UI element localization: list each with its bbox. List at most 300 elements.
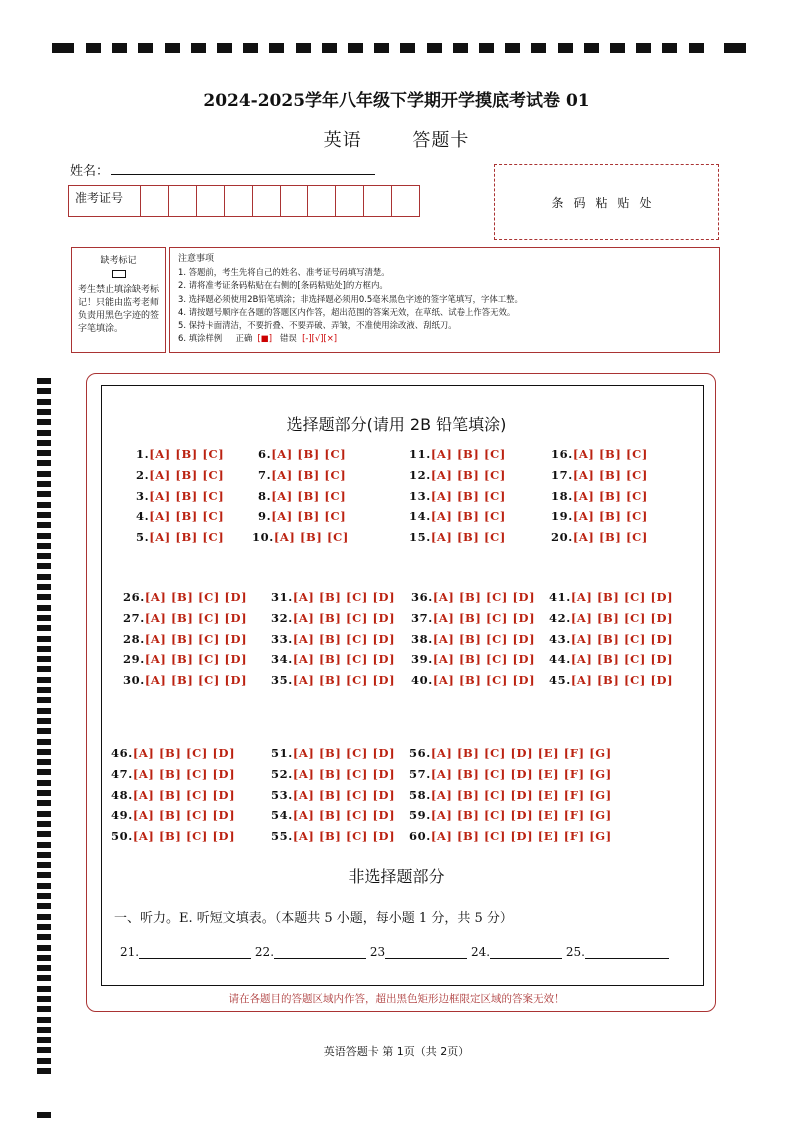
answer-bubbles[interactable]: [A] [B] [C] bbox=[430, 509, 506, 523]
answer-bubbles[interactable]: [A] [B] [C] bbox=[271, 447, 347, 461]
question-3 bbox=[136, 489, 224, 503]
question-51 bbox=[271, 746, 395, 760]
question-40 bbox=[411, 673, 535, 687]
timing-mark bbox=[37, 708, 51, 714]
question-34 bbox=[271, 652, 395, 666]
exam-id-cell[interactable] bbox=[253, 186, 281, 216]
question-13 bbox=[409, 489, 506, 503]
answer-bubbles[interactable]: [A] [B] [C] [D] bbox=[292, 673, 396, 687]
question-number: 2. bbox=[136, 468, 150, 482]
listening-heading: 一、听力。E. 听短文填表。（本题共 5 小题，每小题 1 分，共 5 分） bbox=[114, 911, 513, 926]
timing-mark bbox=[37, 769, 51, 775]
answer-bubbles[interactable]: [A] [B] [C] bbox=[430, 447, 506, 461]
blank-label: 23 bbox=[369, 945, 386, 959]
answer-bubbles[interactable]: [A] [B] [C] [D] bbox=[570, 590, 674, 604]
exam-id-cell[interactable] bbox=[141, 186, 169, 216]
listening-blanks bbox=[120, 945, 669, 959]
question-number: 6. bbox=[258, 447, 272, 461]
question-15 bbox=[409, 530, 506, 544]
question-number: 16. bbox=[551, 447, 573, 461]
question-number: 41. bbox=[549, 590, 571, 604]
alignment-mark bbox=[479, 43, 494, 53]
question-39 bbox=[411, 652, 535, 666]
answer-bubbles[interactable]: [A] [B] [C] [D] bbox=[144, 673, 248, 687]
question-33 bbox=[271, 632, 395, 646]
question-number: 26. bbox=[123, 590, 145, 604]
question-8 bbox=[258, 489, 346, 503]
exam-title: 2024-2025学年八年级下学期开学摸底考试卷 01 bbox=[203, 91, 590, 111]
alignment-mark bbox=[505, 43, 520, 53]
answer-bubbles[interactable]: [A] [B] [C] bbox=[149, 489, 225, 503]
exam-id-cell[interactable] bbox=[281, 186, 309, 216]
notes-line: 5. 保持卡面清洁，不要折叠、不要弄破、弄皱，不准使用涂改液、刮纸刀。 bbox=[178, 320, 457, 331]
alignment-mark bbox=[112, 43, 127, 53]
answer-bubbles[interactable]: [A] [B] [C] [D] bbox=[292, 590, 396, 604]
question-number: 3. bbox=[136, 489, 150, 503]
answer-bubbles[interactable]: [A] [B] [C] [D] [E] [F] [G] bbox=[430, 829, 612, 843]
answer-bubbles[interactable]: [A] [B] [C] [D] bbox=[292, 652, 396, 666]
question-31 bbox=[271, 590, 395, 604]
question-number: 59. bbox=[409, 808, 431, 822]
timing-mark bbox=[37, 1017, 51, 1023]
timing-mark bbox=[37, 955, 51, 961]
alignment-mark bbox=[348, 43, 363, 53]
question-number: 58. bbox=[409, 788, 431, 802]
answer-bubbles[interactable]: [A] [B] [C] [D] bbox=[570, 632, 674, 646]
timing-mark bbox=[37, 399, 51, 405]
answer-bubbles[interactable]: [A] [B] [C] bbox=[149, 447, 225, 461]
answer-bubbles[interactable]: [A] [B] [C] bbox=[572, 530, 648, 544]
subtitle bbox=[0, 126, 793, 152]
question-28 bbox=[123, 632, 247, 646]
answer-bubbles[interactable]: [A] [B] [C] [D] bbox=[292, 632, 396, 646]
exam-id-cell[interactable] bbox=[392, 186, 419, 216]
blank-23[interactable] bbox=[385, 946, 467, 959]
timing-mark bbox=[37, 728, 51, 734]
question-number: 15. bbox=[409, 530, 431, 544]
timing-mark bbox=[37, 450, 51, 456]
question-number: 27. bbox=[123, 611, 145, 625]
answer-bubbles[interactable]: [A] [B] [C] [D] [E] [F] [G] bbox=[430, 767, 612, 781]
timing-mark bbox=[37, 512, 51, 518]
question-number: 19. bbox=[551, 509, 573, 523]
question-number: 11. bbox=[409, 447, 431, 461]
answer-bubbles[interactable]: [A] [B] [C] [D] bbox=[144, 652, 248, 666]
answer-bubbles[interactable]: [A] [B] [C] bbox=[430, 468, 506, 482]
nonchoice-section-title: 非选择题部分 bbox=[348, 867, 445, 886]
timing-mark bbox=[37, 460, 51, 466]
answer-bubbles[interactable]: [A] [B] [C] [D] bbox=[292, 829, 396, 843]
timing-mark bbox=[37, 636, 51, 642]
blank-25[interactable] bbox=[585, 946, 669, 959]
timing-mark bbox=[37, 800, 51, 806]
question-1 bbox=[136, 447, 224, 461]
timing-mark bbox=[37, 440, 51, 446]
question-number: 55. bbox=[271, 829, 293, 843]
notes-line: 2. 请将准考证条码粘贴在右侧的[条码粘贴处]的方框内。 bbox=[178, 280, 388, 291]
timing-mark bbox=[37, 388, 51, 394]
answer-bubbles[interactable]: [A] [B] [C] [D] bbox=[144, 632, 248, 646]
question-number: 52. bbox=[271, 767, 293, 781]
question-59 bbox=[409, 808, 612, 822]
question-number: 38. bbox=[411, 632, 433, 646]
timing-mark bbox=[37, 687, 51, 693]
question-37 bbox=[411, 611, 535, 625]
question-32 bbox=[271, 611, 395, 625]
exam-id-cell[interactable] bbox=[197, 186, 225, 216]
absent-mark-box bbox=[71, 247, 166, 353]
alignment-mark bbox=[558, 43, 573, 53]
question-9 bbox=[258, 509, 346, 523]
timing-mark bbox=[37, 677, 51, 683]
exam-id-label: 准考证号 bbox=[69, 186, 141, 216]
question-41 bbox=[549, 590, 673, 604]
correct-sample: [■] bbox=[257, 333, 272, 344]
answer-bubbles[interactable]: [A] [B] [C] [D] bbox=[432, 590, 536, 604]
answer-bubbles[interactable]: [A] [B] [C] [D] bbox=[132, 767, 236, 781]
answer-bubbles[interactable]: [A] [B] [C] bbox=[572, 447, 648, 461]
timing-mark bbox=[37, 584, 51, 590]
alignment-mark bbox=[400, 43, 415, 53]
question-number: 42. bbox=[549, 611, 571, 625]
timing-mark bbox=[37, 811, 51, 817]
correct-label: 正确 bbox=[235, 333, 253, 344]
answer-bubbles[interactable]: [A] [B] [C] bbox=[430, 530, 506, 544]
answer-bubbles[interactable]: [A] [B] [C] [D] bbox=[132, 808, 236, 822]
timing-mark bbox=[37, 378, 51, 384]
timing-mark bbox=[37, 594, 51, 600]
answer-bubbles[interactable]: [A] [B] [C] [D] [E] [F] [G] bbox=[430, 746, 612, 760]
absent-title: 缺考标记 bbox=[100, 256, 137, 266]
blank-22[interactable] bbox=[274, 946, 366, 959]
exam-id-cell[interactable] bbox=[336, 186, 364, 216]
timing-mark bbox=[37, 656, 51, 662]
notes-box bbox=[169, 247, 720, 353]
alignment-mark bbox=[296, 43, 311, 53]
blank-label: 22. bbox=[254, 945, 275, 959]
question-number: 40. bbox=[411, 673, 433, 687]
question-number: 20. bbox=[551, 530, 573, 544]
answer-bubbles[interactable]: [A] [B] [C] [D] [E] [F] [G] bbox=[430, 788, 612, 802]
question-number: 28. bbox=[123, 632, 145, 646]
question-46 bbox=[111, 746, 235, 760]
question-number: 43. bbox=[549, 632, 571, 646]
question-48 bbox=[111, 788, 235, 802]
question-55 bbox=[271, 829, 395, 843]
question-number: 36. bbox=[411, 590, 433, 604]
absent-text: 考生禁止填涂缺考标记！只能由监考老师负责用黑色字迹的签字笔填涂。 bbox=[78, 285, 160, 334]
question-42 bbox=[549, 611, 673, 625]
alignment-mark bbox=[374, 43, 389, 53]
answer-bubbles[interactable]: [A] [B] [C] [D] bbox=[292, 788, 396, 802]
timing-mark bbox=[37, 563, 51, 569]
answer-bubbles[interactable]: [A] [B] [C] [D] bbox=[570, 611, 674, 625]
timing-mark bbox=[37, 605, 51, 611]
answer-bubbles[interactable]: [A] [B] [C] [D] bbox=[432, 652, 536, 666]
barcode-label: 条码粘贴处 bbox=[551, 195, 662, 210]
answer-bubbles[interactable]: [A] [B] [C] [D] bbox=[132, 788, 236, 802]
question-number: 29. bbox=[123, 652, 145, 666]
blank-24[interactable] bbox=[490, 946, 562, 959]
question-54 bbox=[271, 808, 395, 822]
blank-label: 24. bbox=[470, 945, 491, 959]
question-number: 32. bbox=[271, 611, 293, 625]
question-43 bbox=[549, 632, 673, 646]
answer-bubbles[interactable]: [A] [B] [C] bbox=[572, 468, 648, 482]
answer-bubbles[interactable]: [A] [B] [C] bbox=[572, 509, 648, 523]
answer-bubbles[interactable]: [A] [B] [C] [D] bbox=[292, 746, 396, 760]
timing-mark bbox=[37, 831, 51, 837]
question-16 bbox=[551, 447, 648, 461]
question-number: 9. bbox=[258, 509, 272, 523]
question-number: 35. bbox=[271, 673, 293, 687]
alignment-mark bbox=[689, 43, 704, 53]
question-number: 47. bbox=[111, 767, 133, 781]
timing-mark bbox=[37, 759, 51, 765]
question-7 bbox=[258, 468, 346, 482]
question-number: 31. bbox=[271, 590, 293, 604]
question-number: 54. bbox=[271, 808, 293, 822]
exam-id-cell[interactable] bbox=[308, 186, 336, 216]
subject-label: 英语 bbox=[323, 130, 362, 151]
question-27 bbox=[123, 611, 247, 625]
question-number: 33. bbox=[271, 632, 293, 646]
timing-mark bbox=[37, 522, 51, 528]
sample-label: 6. 填涂样例 bbox=[178, 333, 223, 344]
question-number: 60. bbox=[409, 829, 431, 843]
answer-bubbles[interactable]: [A] [B] [C] [D] bbox=[292, 808, 396, 822]
exam-id-box bbox=[68, 185, 420, 217]
timing-mark bbox=[37, 903, 51, 909]
answer-bubbles[interactable]: [A] [B] [C] [D] bbox=[432, 611, 536, 625]
timing-mark bbox=[37, 615, 51, 621]
page-number: 英语答题卡 第 1页（共 2页） bbox=[323, 1045, 470, 1058]
question-18 bbox=[551, 489, 648, 503]
question-number: 10. bbox=[252, 530, 274, 544]
answer-bubbles[interactable]: [A] [B] [C] [D] bbox=[570, 673, 674, 687]
alignment-mark bbox=[243, 43, 258, 53]
question-2 bbox=[136, 468, 224, 482]
question-17 bbox=[551, 468, 648, 482]
timing-mark bbox=[37, 625, 51, 631]
notes-line: 3. 选择题必须使用2B铅笔填涂；非选择题必须用0.5毫米黑色字迹的签字笔填写，字体工整。 bbox=[178, 293, 523, 304]
question-35 bbox=[271, 673, 395, 687]
timing-mark bbox=[37, 1068, 51, 1074]
answer-bubbles[interactable]: [A] [B] [C] bbox=[271, 489, 347, 503]
absent-checkbox[interactable] bbox=[112, 270, 126, 278]
question-10 bbox=[252, 530, 349, 544]
question-number: 57. bbox=[409, 767, 431, 781]
answer-bubbles[interactable]: [A] [B] [C] bbox=[271, 509, 347, 523]
timing-mark bbox=[37, 491, 51, 497]
alignment-mark bbox=[322, 43, 337, 53]
question-14 bbox=[409, 509, 506, 523]
alignment-mark bbox=[165, 43, 180, 53]
question-5 bbox=[136, 530, 224, 544]
question-11 bbox=[409, 447, 506, 461]
alignment-mark bbox=[191, 43, 206, 53]
answer-bubbles[interactable]: [A] [B] [C] bbox=[572, 489, 648, 503]
alignment-mark bbox=[531, 43, 546, 53]
question-number: 44. bbox=[549, 652, 571, 666]
answer-bubbles[interactable]: [A] [B] [C] [D] bbox=[144, 611, 248, 625]
question-38 bbox=[411, 632, 535, 646]
answer-bubbles[interactable]: [A] [B] [C] [D] bbox=[144, 590, 248, 604]
answer-bubbles[interactable]: [A] [B] [C] bbox=[149, 530, 225, 544]
question-58 bbox=[409, 788, 612, 802]
timing-mark bbox=[37, 574, 51, 580]
question-number: 39. bbox=[411, 652, 433, 666]
answer-bubbles[interactable]: [A] [B] [C] [D] [E] [F] [G] bbox=[430, 808, 612, 822]
footer-warning: 请在各题目的答题区域内作答，超出黑色矩形边框限定区域的答案无效！ bbox=[228, 993, 565, 1005]
question-number: 37. bbox=[411, 611, 433, 625]
timing-mark bbox=[37, 739, 51, 745]
top-alignment-bar bbox=[52, 43, 746, 56]
question-number: 5. bbox=[136, 530, 150, 544]
question-29 bbox=[123, 652, 247, 666]
question-60 bbox=[409, 829, 612, 843]
timing-mark bbox=[37, 481, 51, 487]
question-number: 45. bbox=[549, 673, 571, 687]
question-number: 7. bbox=[258, 468, 272, 482]
question-number: 49. bbox=[111, 808, 133, 822]
alignment-mark bbox=[610, 43, 625, 53]
answer-bubbles[interactable]: [A] [B] [C] [D] bbox=[570, 652, 674, 666]
question-20 bbox=[551, 530, 648, 544]
wrong-sample: [-][√][×] bbox=[302, 333, 338, 344]
question-number: 53. bbox=[271, 788, 293, 802]
timing-mark bbox=[37, 934, 51, 940]
timing-mark bbox=[37, 502, 51, 508]
question-53 bbox=[271, 788, 395, 802]
timing-mark bbox=[37, 852, 51, 858]
barcode-area bbox=[494, 164, 719, 240]
question-number: 14. bbox=[409, 509, 431, 523]
question-number: 46. bbox=[111, 746, 133, 760]
blank-label: 25. bbox=[565, 945, 585, 959]
question-6 bbox=[258, 447, 346, 461]
timing-mark bbox=[37, 1027, 51, 1033]
question-52 bbox=[271, 767, 395, 781]
alignment-mark bbox=[584, 43, 599, 53]
alignment-mark bbox=[217, 43, 232, 53]
question-19 bbox=[551, 509, 648, 523]
timing-mark bbox=[37, 945, 51, 951]
timing-mark bbox=[37, 821, 51, 827]
notes-sample-line bbox=[178, 332, 711, 345]
question-number: 12. bbox=[409, 468, 431, 482]
answer-bubbles[interactable]: [A] [B] [C] [D] bbox=[432, 632, 536, 646]
exam-id-cell[interactable] bbox=[225, 186, 253, 216]
question-number: 50. bbox=[111, 829, 133, 843]
exam-id-cell[interactable] bbox=[169, 186, 197, 216]
timing-mark bbox=[37, 553, 51, 559]
choice-section-title: 选择题部分(请用 2B 铅笔填涂) bbox=[286, 415, 507, 434]
exam-id-cell[interactable] bbox=[364, 186, 392, 216]
timing-mark bbox=[37, 914, 51, 920]
card-label: 答题卡 bbox=[412, 130, 470, 151]
question-number: 1. bbox=[136, 447, 150, 461]
timing-mark bbox=[37, 543, 51, 549]
question-number: 34. bbox=[271, 652, 293, 666]
question-30 bbox=[123, 673, 247, 687]
question-number: 56. bbox=[409, 746, 431, 760]
timing-mark bbox=[37, 780, 51, 786]
answer-bubbles[interactable]: [A] [B] [C] bbox=[149, 468, 225, 482]
question-49 bbox=[111, 808, 235, 822]
notes-title: 注意事项 bbox=[178, 254, 215, 264]
question-number: 13. bbox=[409, 489, 431, 503]
question-number: 8. bbox=[258, 489, 272, 503]
timing-mark bbox=[37, 893, 51, 899]
timing-mark bbox=[37, 842, 51, 848]
question-26 bbox=[123, 590, 247, 604]
timing-mark bbox=[37, 790, 51, 796]
question-number: 48. bbox=[111, 788, 133, 802]
notes-line: 1. 答题前，考生先将自己的姓名、准考证号码填写清楚。 bbox=[178, 267, 390, 277]
question-50 bbox=[111, 829, 235, 843]
alignment-mark bbox=[138, 43, 153, 53]
alignment-mark bbox=[724, 43, 746, 53]
timing-mark bbox=[37, 924, 51, 930]
wrong-label: 错误 bbox=[280, 333, 297, 344]
question-56 bbox=[409, 746, 612, 760]
question-number: 4. bbox=[136, 509, 150, 523]
question-number: 30. bbox=[123, 673, 145, 687]
question-number: 51. bbox=[271, 746, 293, 760]
notes-line: 4. 请按题号顺序在各题的答题区内作答，超出范围的答案无效，在草纸、试卷上作答无效。 bbox=[178, 306, 516, 317]
blank-label: 21. bbox=[120, 945, 140, 959]
timing-mark bbox=[37, 965, 51, 971]
alignment-mark bbox=[662, 43, 677, 53]
question-47 bbox=[111, 767, 235, 781]
alignment-mark bbox=[427, 43, 442, 53]
timing-mark bbox=[37, 533, 51, 539]
answer-bubbles[interactable]: [A] [B] [C] [D] bbox=[132, 746, 236, 760]
answer-bubbles[interactable]: [A] [B] [C] bbox=[271, 468, 347, 482]
answer-bubbles[interactable]: [A] [B] [C] bbox=[149, 509, 225, 523]
name-label: 姓名： bbox=[70, 164, 110, 179]
question-number: 18. bbox=[551, 489, 573, 503]
question-number: 17. bbox=[551, 468, 573, 482]
answer-bubbles[interactable]: [A] [B] [C] bbox=[430, 489, 506, 503]
alignment-mark bbox=[86, 43, 101, 53]
question-45 bbox=[549, 673, 673, 687]
question-44 bbox=[549, 652, 673, 666]
timing-mark bbox=[37, 749, 51, 755]
question-12 bbox=[409, 468, 506, 482]
answer-bubbles[interactable]: [A] [B] [C] [D] bbox=[432, 673, 536, 687]
alignment-mark bbox=[269, 43, 284, 53]
question-57 bbox=[409, 767, 612, 781]
question-36 bbox=[411, 590, 535, 604]
name-field[interactable] bbox=[111, 174, 375, 175]
timing-mark bbox=[37, 666, 51, 672]
answer-bubbles[interactable]: [A] [B] [C] [D] bbox=[292, 767, 396, 781]
timing-mark bbox=[37, 1006, 51, 1012]
alignment-mark bbox=[52, 43, 74, 53]
timing-mark bbox=[37, 471, 51, 477]
answer-bubbles[interactable]: [A] [B] [C] [D] bbox=[132, 829, 236, 843]
question-4 bbox=[136, 509, 224, 523]
blank-21[interactable] bbox=[139, 946, 251, 959]
alignment-mark bbox=[636, 43, 651, 53]
timing-mark bbox=[37, 975, 51, 981]
timing-mark bbox=[37, 1112, 51, 1118]
answer-bubbles[interactable]: [A] [B] [C] bbox=[273, 530, 349, 544]
answer-bubbles[interactable]: [A] [B] [C] [D] bbox=[292, 611, 396, 625]
timing-mark bbox=[37, 718, 51, 724]
